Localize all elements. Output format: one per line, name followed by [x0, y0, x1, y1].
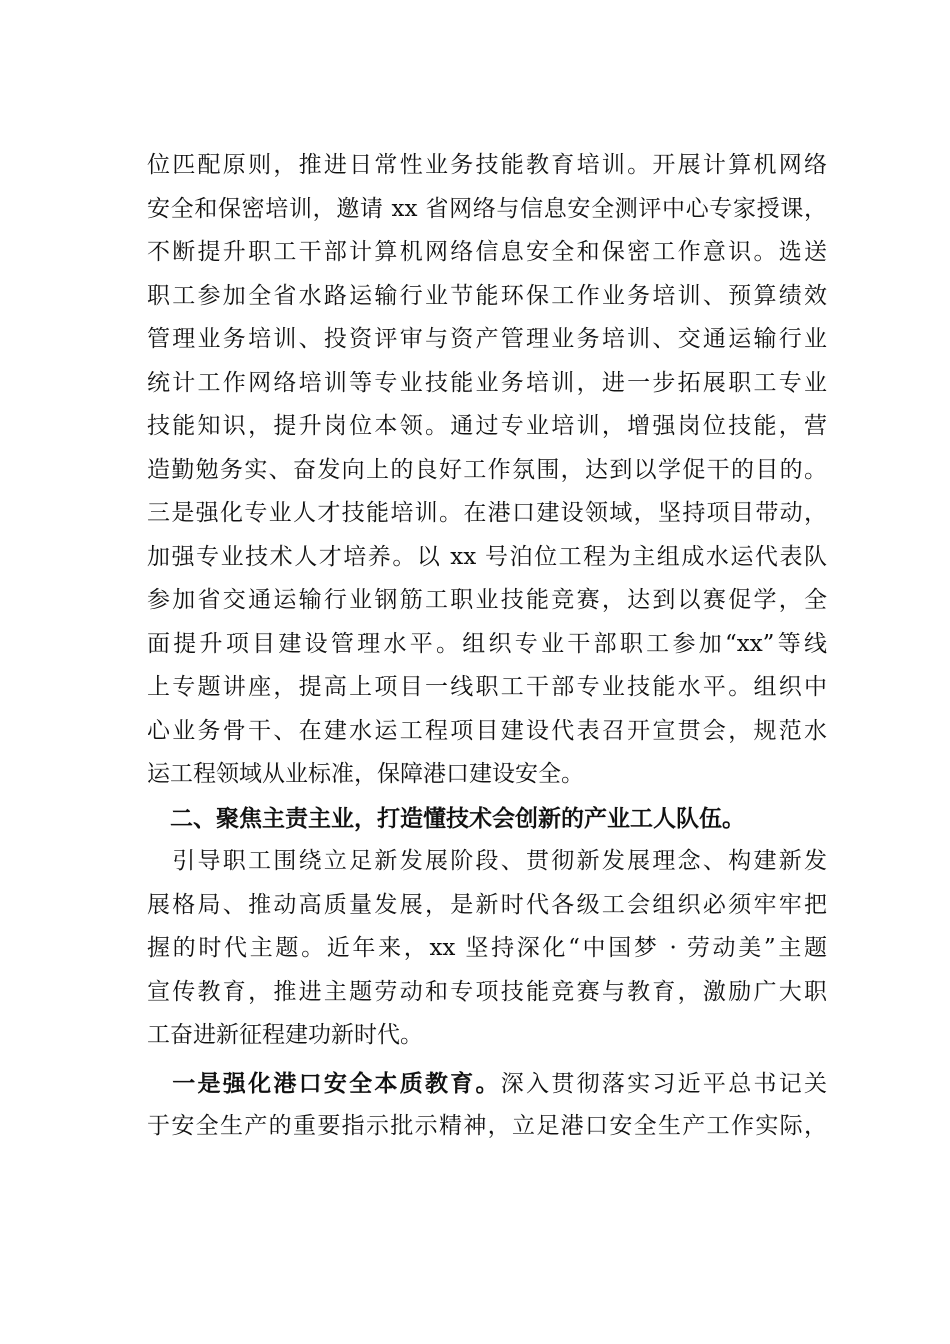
text-line: [147, 1062, 827, 1106]
document-body: [147, 144, 827, 1149]
paragraph-lead-rest: 深入贯彻落实习近平总书记关: [500, 1070, 828, 1097]
text-line: 参加省交通运输行业钢筋工职业技能竞赛，达到以赛促学，全: [147, 587, 827, 613]
text-line: 上专题讲座，提高上项目一线职工干部专业技能水平。组织中: [147, 674, 827, 700]
text-line: 展格局、推动高质量发展，是新时代各级工会组织必须牢牢把: [147, 891, 827, 918]
text-line: 统计工作网络培训等专业技能业务培训，进一步拓展职工专业: [147, 369, 827, 396]
text-line: 管理业务培训、投资评审与资产管理业务培训、交通运输行业: [147, 326, 827, 352]
text-line: 运工程领域从业标准，保障港口建设安全。: [147, 761, 584, 787]
text-line: 于安全生产的重要指示批示精神，立足港口安全生产工作实际，: [147, 1113, 827, 1139]
text-line: 职工参加全省水路运输行业节能环保工作业务培训、预算绩效: [147, 282, 827, 309]
text-line: 引导职工围绕立足新发展阶段、贯彻新发展理念、构建新发: [147, 848, 827, 874]
text-line: 位匹配原则，推进日常性业务技能教育培训。开展计算机网络: [147, 152, 827, 178]
paragraph-training: [147, 144, 827, 797]
text-line: 握的时代主题。近年来，xx 坚持深化“中国梦 · 劳动美”主题: [147, 935, 827, 961]
text-line: 工奋进新征程建功新时代。: [147, 1022, 423, 1048]
text-line: 加强专业技术人才培养。以 xx 号泊位工程为主组成水运代表队: [147, 543, 827, 570]
paragraph-lead: 一是强化港口安全本质教育。: [147, 1069, 501, 1097]
section-heading: 二、聚焦主责主业，打造懂技术会创新的产业工人队伍。: [147, 804, 745, 832]
text-line: 心业务骨干、在建水运工程项目建设代表召开宣贯会，规范水: [147, 717, 827, 744]
text-line: 三是强化专业人才技能培训。在港口建设领域，坚持项目带动，: [147, 500, 827, 526]
text-line: 造勤勉务实、奋发向上的良好工作氛围，达到以学促干的目的。: [147, 456, 827, 483]
text-line: 不断提升职工干部计算机网络信息安全和保密工作意识。选送: [147, 239, 827, 265]
text-line: 安全和保密培训，邀请 xx 省网络与信息安全测评中心专家授课，: [147, 195, 827, 222]
paragraph-intro: [147, 840, 827, 1058]
text-line: 面提升项目建设管理水平。组织专业干部职工参加“xx”等线: [147, 630, 827, 657]
text-line: 宣传教育，推进主题劳动和专项技能竞赛与教育，激励广大职: [147, 978, 827, 1005]
paragraph-safety: [147, 1062, 827, 1149]
text-line: 技能知识，提升岗位本领。通过专业培训，增强岗位技能，营: [147, 413, 827, 439]
